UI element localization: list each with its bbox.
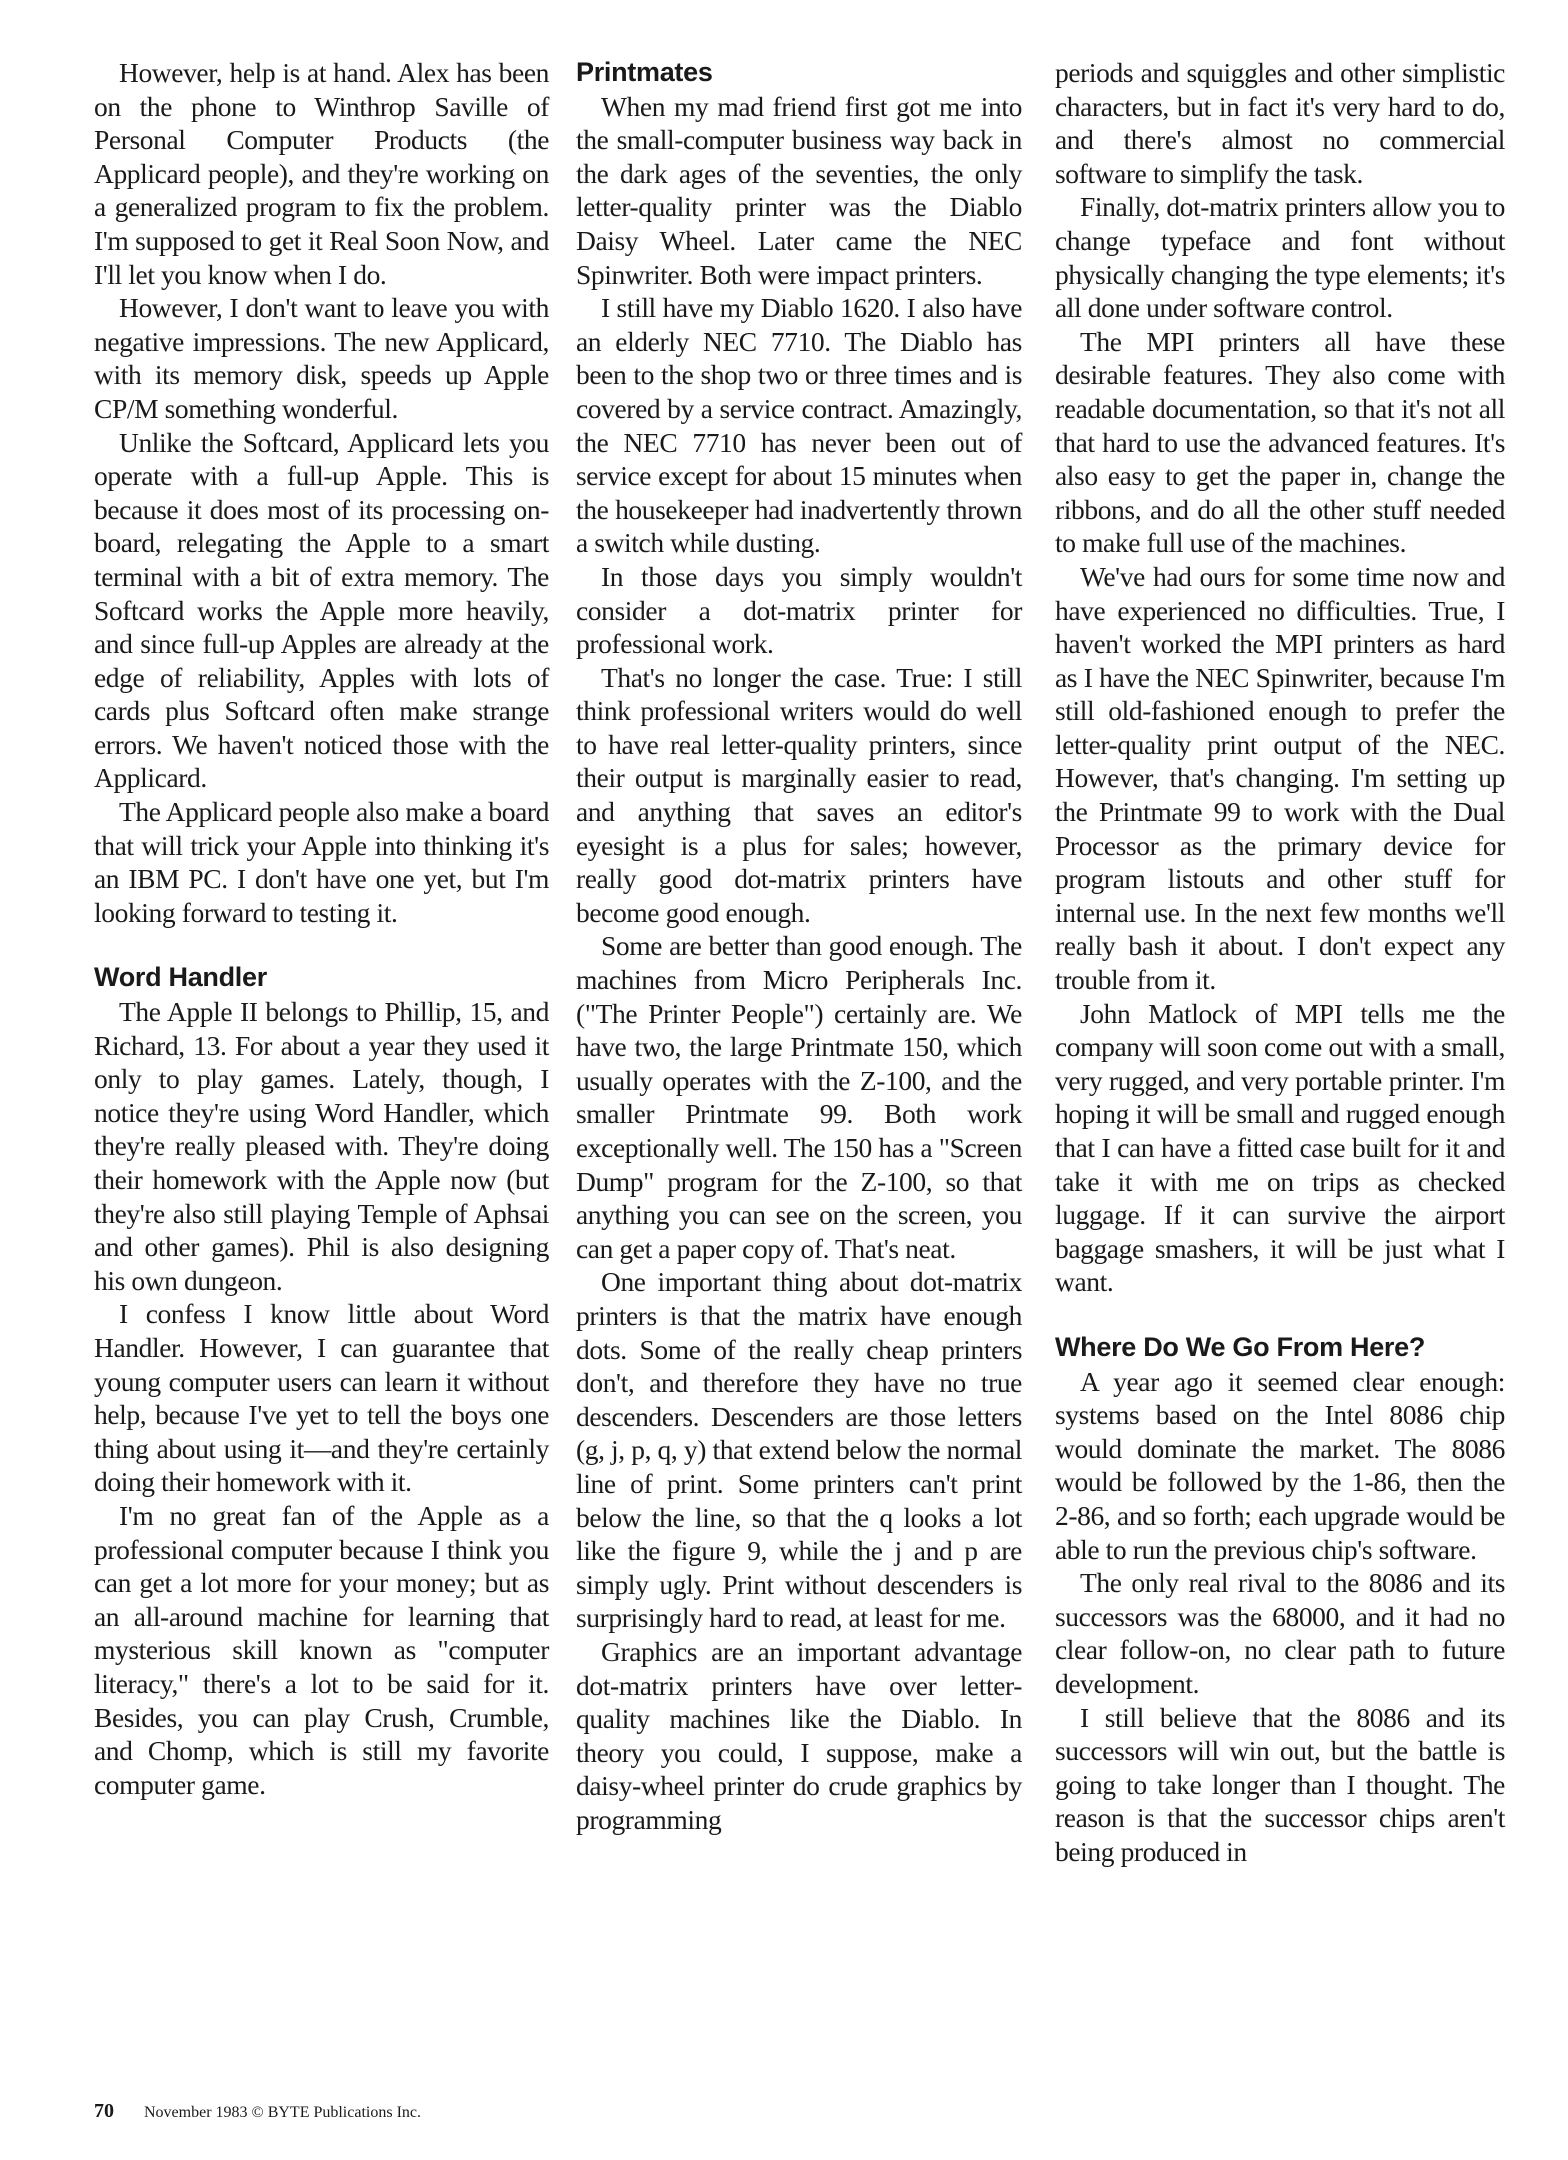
- paragraph: John Matlock of MPI tells me the company will soon come out with a small, very rugged, and very portable printer. I'm hoping it will be small and rugged enough that I can have a fitted case built for it and take it with me on trips as checked luggage. If it can survive the airport baggage smashers, it will be just what I want.: [1055, 997, 1505, 1298]
- paragraph: I'm no great fan of the Apple as a professional computer because I think you can get a lot more for your money; but as an all-around machine for learning that mysterious skill known as "computer literacy," there's a lot to be said for it. Besides, you can play Crush, Crumble, and Chomp, which is still my favorite computer game.: [94, 1499, 549, 1800]
- paragraph: When my mad friend first got me into the small-computer business way back in the dark ages of the seventies, the only letter-quality printer was the Diablo Daisy Wheel. Later came the NEC Spinwriter. Both were impact printers.: [576, 90, 1022, 290]
- page-footer: [94, 2100, 421, 2123]
- paragraph: The Apple II belongs to Phillip, 15, and Richard, 13. For about a year they used it only to play games. Lately, though, I notice they're using Word Handler, which they're really pleased with. They're doing their homework with the Apple now (but they're also still playing Temple of Aphsai and other games). Phil is also designing his own dungeon.: [94, 996, 549, 1296]
- paragraph: The Applicard people also make a board that will trick your Apple into thinking it's an IBM PC. I don't have one yet, but I'm looking forward to testing it.: [94, 796, 549, 928]
- paragraph: That's no longer the case. True: I still think professional writers would do well to have real letter-quality printers, since their output is marginally easier to read, and anything that saves an editor's eyesight is a plus for sales; however, really good dot-matrix printers have become good enough.: [576, 661, 1022, 928]
- paragraph: The MPI printers all have these desirable features. They also come with readable documentation, so that it's not all that hard to use the advanced features. It's also easy to get the paper in, change the ribbons, and do all the other stuff needed to make full use of the machines.: [1055, 325, 1505, 559]
- paragraph: Some are better than good enough. The machines from Micro Peripherals Inc. ("The Printer People") certainly are. We have two, the large Printmate 150, which usually operates with the Z-100, and the smaller Printmate 99. Both work exceptionally well. The 150 has a "Screen Dump" program for the Z-100, so that anything you can see on the screen, you can get a paper copy of. That's neat.: [576, 930, 1022, 1264]
- column-2: [576, 56, 1022, 1836]
- paragraph: In those days you simply wouldn't consider a dot-matrix printer for professional work.: [576, 560, 1022, 660]
- paragraph: A year ago it seemed clear enough: systems based on the Intel 8086 chip would dominate the market. The 8086 would be followed by the 1-86, then the 2-86, and so forth; each upgrade would be able to run the previous chip's software.: [1055, 1365, 1505, 1565]
- paragraph: We've had ours for some time now and have experienced no difficulties. True, I haven't worked the MPI printers as hard as I have the NEC Spinwriter, because I'm still old-fashioned enough to prefer the letter-quality print output of the NEC. However, that's changing. I'm setting up the Printmate 99 to work with the Dual Processor as the primary device for program listouts and other stuff for internal use. In the next few months we'll really bash it about. I don't expect any trouble from it.: [1055, 560, 1505, 996]
- section-heading: Word Handler: [94, 962, 267, 993]
- paragraph: Finally, dot-matrix printers allow you to change typeface and font without physically changing the type elements; it's all done under software control.: [1055, 191, 1505, 324]
- section-heading: Where Do We Go From Here?: [1055, 1331, 1426, 1362]
- paragraph: I still have my Diablo 1620. I also have an elderly NEC 7710. The Diablo has been to the shop two or three times and is covered by a service contract. Amazingly, the NEC 7710 has never been out of service except for about 15 minutes when the housekeeper had inadvertently thrown a switch while dusting.: [576, 292, 1022, 559]
- paragraph: One important thing about dot-matrix printers is that the matrix have enough dots. Some of the really cheap printers don't, and therefore they have no true descenders. Descenders are those letters (g, j, p, q, y) that extend below the normal line of print. Some printers can't print below the line, so that the q looks a lot like the figure 9, while the j and p are simply ugly. Print without descenders is surprisingly hard to read, at least for me.: [576, 1266, 1022, 1634]
- page-number: 70: [94, 2100, 114, 2122]
- paragraph: The only real rival to the 8086 and its successors was the 68000, and it had no clear follow-on, no clear path to future development.: [1055, 1567, 1505, 1699]
- paragraph: periods and squiggles and other simplistic characters, but in fact it's very hard to do, and there's almost no commercial software to simplify the task.: [1055, 57, 1505, 189]
- paragraph: Graphics are an important advantage dot-matrix printers have over letter-quality machines like the Diablo. In theory you could, I suppose, make a daisy-wheel printer do crude graphics by programming: [576, 1635, 1022, 1835]
- paragraph: I still believe that the 8086 and its successors will win out, but the battle is going to take longer than I thought. The reason is that the successor chips aren't being produced in: [1055, 1701, 1505, 1867]
- copyright-line: November 1983 © BYTE Publications Inc.: [144, 2104, 421, 2121]
- column-3: [1055, 56, 1505, 1868]
- section-heading: Printmates: [576, 57, 713, 87]
- column-1: [94, 56, 549, 1801]
- paragraph: However, help is at hand. Alex has been on the phone to Winthrop Saville of Personal Computer Products (the Applicard people), and they're working on a generalized program to fix the problem. I'm supposed to get it Real Soon Now, and I'll let you know when I do.: [94, 57, 549, 290]
- paragraph: However, I don't want to leave you with negative impressions. The new Applicard, with its memory disk, speeds up Apple CP/M something wonderful.: [94, 292, 549, 424]
- paragraph: I confess I know little about Word Handler. However, I can guarantee that young computer users can learn it without help, because I've yet to tell the boys one thing about using it—and they're certainly doing their homework with it.: [94, 1298, 549, 1498]
- paragraph: Unlike the Softcard, Applicard lets you operate with a full-up Apple. This is because it does most of its processing on-board, relegating the Apple to a smart terminal with a bit of extra memory. The Softcard works the Apple more heavily, and since full-up Apples are already at the edge of reliability, Apples with lots of cards plus Softcard often make strange errors. We haven't noticed those with the Applicard.: [94, 426, 549, 794]
